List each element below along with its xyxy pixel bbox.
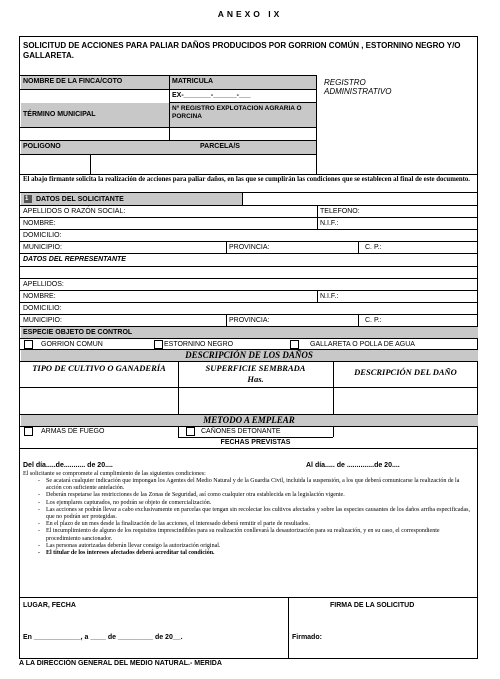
species-estornino-label: ESTORNINO NEGRO — [164, 341, 234, 348]
admin-register-label: REGISTRO ADMINISTRATIVO — [324, 78, 392, 96]
applicant-address-label: DOMICILIO: — [23, 232, 62, 239]
rep-cp-label: C. P.: — [365, 317, 382, 324]
condition-item: - En el plazo de un mes desde la finalización de las acciones, el interesado deberá remitir el parte de resultados. — [34, 521, 474, 528]
request-form — [19, 36, 478, 659]
method-section-title: METODO A EMPLEAR — [203, 415, 295, 425]
species-gallareta-label: GALLARETA O POLLA DE AGUA — [310, 341, 415, 348]
applicant-cp-label: C. P.: — [365, 244, 382, 251]
condition-item: - Deberán respetarse las restricciones de las Zonas de Seguridad, así como cualquier otra establecida en la legislación vigente. — [34, 492, 474, 499]
method-cannons-label: CAÑONES DETONANTE — [201, 428, 281, 435]
applicant-surname-label: APELLIDOS O RAZÓN SOCIAL: — [23, 208, 126, 215]
applicant-municipality-label: MUNICIPIO: — [23, 244, 62, 251]
conditions-list — [34, 478, 474, 557]
signed-label: Firmado: — [292, 634, 322, 641]
applicant-nif-label: N.I.F.: — [320, 220, 339, 227]
representative-section-title: DATOS DEL REPRESENTANTE — [23, 256, 126, 263]
rep-municipality-label: MUNICIPIO: — [23, 317, 62, 324]
date-to-field[interactable]: Al día..... de ..............de 20.... — [306, 462, 400, 469]
rep-address-label: DOMICILIO: — [23, 305, 62, 312]
signature-label: FIRMA DE LA SOLICITUD — [330, 602, 415, 609]
section-number-badge: 1 — [25, 196, 29, 202]
applicant-phone-label: TELEFONO: — [320, 208, 360, 215]
matricula-label: MATRICULA — [172, 78, 214, 85]
crop-type-header: TIPO DE CULTIVO O GANADERÍA — [32, 363, 166, 373]
farm-name-label: NOMBRE DE LA FINCA/COTO — [23, 78, 123, 85]
species-gallareta-checkbox[interactable] — [290, 340, 299, 349]
municipal-term-label: TÉRMINO MUNICIPAL — [23, 111, 96, 118]
species-gorrion-checkbox[interactable] — [24, 340, 33, 349]
condition-item: - Los ejemplares capturados, no podrán se objeto de comercialización. — [34, 500, 474, 507]
poligono-label: POLIGONO — [23, 143, 61, 150]
applicant-section-title: DATOS DEL SOLICITANTE — [36, 196, 124, 203]
method-firearms-label: ARMAS DE FUEGO — [41, 428, 105, 435]
parcela-label: PARCELA/S — [200, 143, 240, 150]
species-estornino-checkbox[interactable] — [154, 340, 163, 349]
rep-nif-label: N.I.F.: — [320, 293, 339, 300]
place-date-label: LUGAR, FECHA — [23, 602, 76, 609]
footer-recipient: A LA DIRECCIÓN GENERAL DEL MEDIO NATURAL.- MERIDA — [19, 660, 222, 667]
agrarian-register-label: Nº REGISTRO EXPLOTACION AGRARIA O PORCINA — [172, 105, 302, 120]
rep-surname-label: APELLIDOS: — [23, 281, 64, 288]
species-section-title: ESPECIE OBJETO DE CONTROL — [23, 329, 133, 336]
species-gorrion-label: GORRION COMUN — [41, 341, 103, 348]
planned-dates-label: FECHAS PREVISTAS — [220, 439, 291, 446]
conditions-intro: El solicitante se compromete al cumplimiento de las siguientes condiciones: — [23, 471, 206, 477]
rep-name-label: NOMBRE: — [23, 293, 56, 300]
condition-item: - El incumplimiento de alguno de los requisitos imprescindibles para su realización conllevará la desautorización para su realización, y en su caso, el correspondiente procedimiento sancionador. — [34, 528, 474, 542]
condition-item: - El titular de los intereses afectados deberá acreditar tal condición. — [34, 550, 474, 557]
request-title: SOLICITUD DE ACCIONES PARA PALIAR DAÑOS PRODUCIDOS POR GORRION COMÚN , ESTORNINO NEGRO Y/O GALLARETA. — [23, 41, 461, 60]
condition-item: - Las personas autorizadas deberán llevar consigo la autorización original. — [34, 543, 474, 550]
sown-surface-unit: Has. — [247, 374, 264, 384]
matricula-field[interactable]: EX-_______-______-___ — [172, 92, 251, 99]
condition-item: - Se acatará cualquier indicación que impongan los Agentes del Medio Natural y de la Guardia Civil, incluida la suspensión, a los que deberá comunicarse la realización de la acción con suficiente antelación. — [34, 478, 474, 492]
damage-section-title: DESCRIPCIÓN DE LOS DAÑOS — [185, 350, 313, 360]
rep-province-label: PROVINCIA: — [229, 317, 270, 324]
applicant-name-label: NOMBRE: — [23, 220, 56, 227]
annex-title: ANEXO IX — [217, 9, 283, 19]
date-from-field[interactable]: Del día.....de........... de 20.... — [23, 462, 113, 469]
damage-description-header: DESCRIPCIÓN DEL DAÑO — [354, 367, 457, 377]
condition-item: - Las acciones se podrán llevar a cabo exclusivamente en parcelas que tengan sin recolectar los cultivos afectados y sobre las especies causantes de los daños arriba especificadas, que no podrán ser protegidas. — [34, 507, 474, 521]
place-date-field[interactable]: En ____________, a ____ de _________ de 20__. — [23, 634, 183, 641]
applicant-province-label: PROVINCIA: — [229, 244, 270, 251]
sown-surface-header: SUPERFICIE SEMBRADA — [205, 363, 306, 373]
method-cannons-checkbox[interactable] — [186, 427, 195, 436]
intro-text: El abajo firmante solicita la realización de acciones para paliar daños, en las que se cumplirán las condiciones que se establecen al final de este documento. — [23, 176, 471, 183]
method-firearms-checkbox[interactable] — [24, 427, 33, 436]
